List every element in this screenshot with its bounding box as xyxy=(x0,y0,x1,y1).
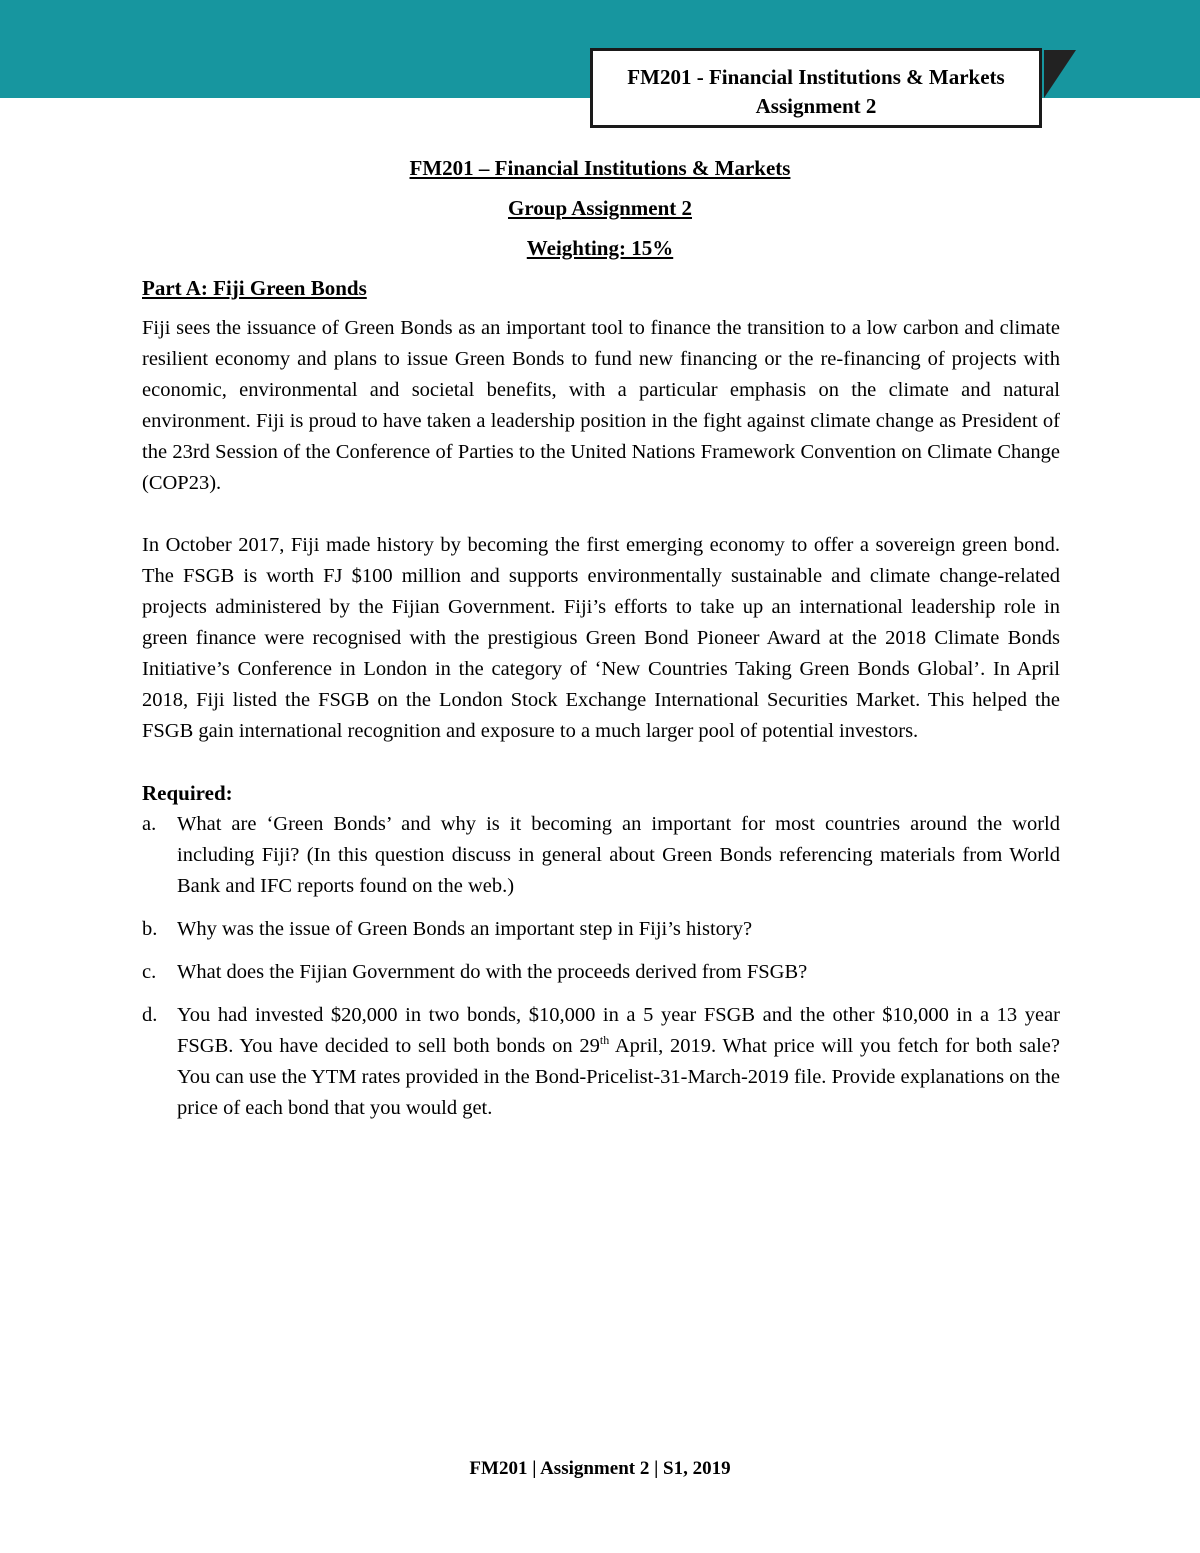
banner-fold-decoration xyxy=(1044,50,1076,98)
document-title-block xyxy=(0,152,1200,272)
questions-list xyxy=(142,809,1060,1124)
question-item xyxy=(142,957,1060,988)
required-heading: Required: xyxy=(142,781,233,805)
course-title: FM201 – Financial Institutions & Markets xyxy=(409,156,791,180)
paragraph-history: In October 2017, Fiji made history by becoming the first emerging economy to offer a sovereign green bond. The FSGB is worth FJ $100 million and supports environmentally sustainable and climate change-related projects administered by the Fijian Government. Fiji’s efforts to take up an international leadership role in green finance were recognised with the prestigious Green Bond Pioneer Award at the 2018 Climate Bonds Initiative’s Conference in London in the category of ‘New Countries Taking Green Bonds Global’. In April 2018, Fiji listed the FSGB on the London Stock Exchange International Securities Market. This helped the FSGB gain international recognition and exposure to a much larger pool of potential investors. xyxy=(142,534,1060,742)
question-item xyxy=(142,1000,1060,1124)
question-text: What are ‘Green Bonds’ and why is it becoming an important for most countries around the world including Fiji? (In this question discuss in general about Green Bonds referencing materials from World Bank and IFC reports found on the web.) xyxy=(177,813,1060,897)
header-title-box xyxy=(590,48,1042,128)
question-text xyxy=(177,1000,1060,1124)
header-box-line1: FM201 - Financial Institutions & Markets xyxy=(627,65,1005,89)
question-text: Why was the issue of Green Bonds an important step in Fiji’s history? xyxy=(177,918,753,940)
ordinal-suffix: th xyxy=(599,1033,610,1048)
question-letter: d. xyxy=(142,1004,158,1026)
header-box-line2: Assignment 2 xyxy=(755,94,877,118)
question-text-part2: April, 2019. What price will you fetch for both sale? You can use the YTM rates provided in the Bond-Pricelist-31-March-2019 file. Provide explanations on the price of each bond that you would get. xyxy=(177,1035,1060,1119)
question-item xyxy=(142,809,1060,902)
assignment-title: Group Assignment 2 xyxy=(508,196,692,220)
paragraph-intro: Fiji sees the issuance of Green Bonds as an important tool to finance the transition to a low carbon and climate resilient economy and plans to issue Green Bonds to fund new financing or the re-financing of projects with economic, environmental and societal benefits, with a particular emphasis on the climate and natural environment. Fiji is proud to have taken a leadership position in the fight against climate change as President of the 23rd Session of the Conference of Parties to the United Nations Framework Convention on Climate Change (COP23). xyxy=(142,317,1060,494)
question-letter: a. xyxy=(142,813,157,835)
question-text-part1: You had invested $20,000 in two bonds, $10,000 in a 5 year FSGB and the other $10,000 in a 13 year FSGB. You have decided to sell both bonds on 29 xyxy=(177,1004,1060,1057)
question-letter: c. xyxy=(142,961,157,983)
question-item xyxy=(142,914,1060,945)
part-a-heading: Part A: Fiji Green Bonds xyxy=(142,276,367,300)
page-footer: FM201 | Assignment 2 | S1, 2019 xyxy=(469,1458,731,1479)
question-text: What does the Fijian Government do with the proceeds derived from FSGB? xyxy=(177,961,808,983)
main-content xyxy=(142,272,1060,1136)
weighting-title: Weighting: 15% xyxy=(526,236,674,260)
question-letter: b. xyxy=(142,918,158,940)
